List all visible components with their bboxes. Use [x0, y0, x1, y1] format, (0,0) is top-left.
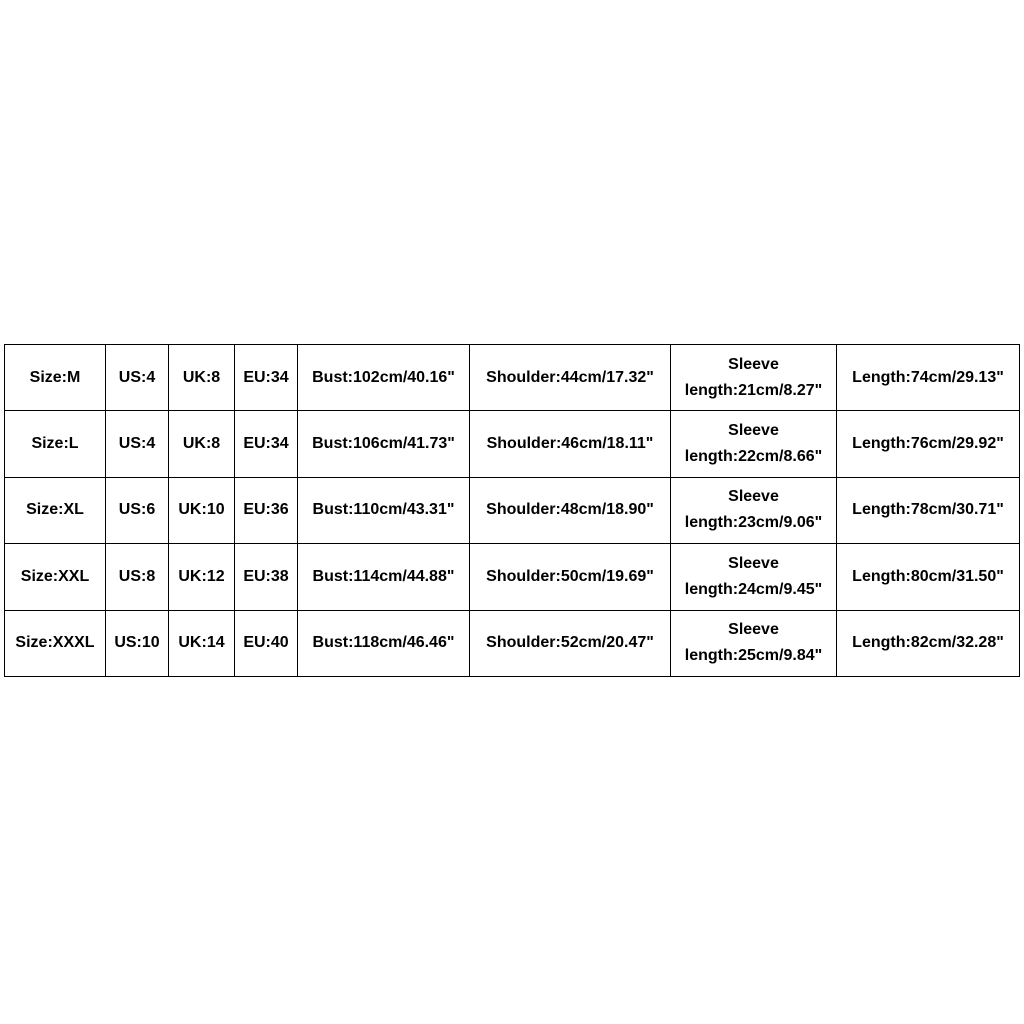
bust-cell: Bust:102cm/40.16" [298, 345, 470, 411]
sleeve-label: Sleeve [728, 621, 779, 639]
sleeve-length-cell [671, 477, 837, 543]
sleeve-length-value: length:24cm/9.45" [684, 580, 823, 598]
us-size-cell: US:10 [106, 610, 169, 676]
shoulder-cell: Shoulder:48cm/18.90" [470, 477, 671, 543]
sleeve-length-cell [671, 345, 837, 411]
size-cell: Size:XL [5, 477, 106, 543]
bust-cell: Bust:118cm/46.46" [298, 610, 470, 676]
length-cell: Length:74cm/29.13" [837, 345, 1020, 411]
size-cell: Size:M [5, 345, 106, 411]
bust-cell: Bust:106cm/41.73" [298, 411, 470, 477]
shoulder-cell: Shoulder:50cm/19.69" [470, 544, 671, 610]
uk-size-cell: UK:12 [169, 544, 235, 610]
table-row [5, 345, 1020, 411]
length-cell: Length:80cm/31.50" [837, 544, 1020, 610]
sleeve-length-value: length:21cm/8.27" [684, 381, 823, 399]
us-size-cell: US:6 [106, 477, 169, 543]
shoulder-cell: Shoulder:52cm/20.47" [470, 610, 671, 676]
shoulder-cell: Shoulder:44cm/17.32" [470, 345, 671, 411]
table-row [5, 544, 1020, 610]
uk-size-cell: UK:8 [169, 345, 235, 411]
sleeve-length-cell [671, 411, 837, 477]
uk-size-cell: UK:8 [169, 411, 235, 477]
bust-cell: Bust:110cm/43.31" [298, 477, 470, 543]
table-row [5, 610, 1020, 676]
eu-size-cell: EU:34 [235, 345, 298, 411]
length-cell: Length:76cm/29.92" [837, 411, 1020, 477]
eu-size-cell: EU:34 [235, 411, 298, 477]
sleeve-label: Sleeve [728, 488, 779, 506]
uk-size-cell: UK:14 [169, 610, 235, 676]
shoulder-cell: Shoulder:46cm/18.11" [470, 411, 671, 477]
eu-size-cell: EU:40 [235, 610, 298, 676]
sleeve-length-value: length:25cm/9.84" [684, 647, 823, 665]
sleeve-length-value: length:22cm/8.66" [684, 448, 823, 466]
size-cell: Size:XXXL [5, 610, 106, 676]
bust-cell: Bust:114cm/44.88" [298, 544, 470, 610]
size-cell: Size:L [5, 411, 106, 477]
size-cell: Size:XXL [5, 544, 106, 610]
uk-size-cell: UK:10 [169, 477, 235, 543]
length-cell: Length:78cm/30.71" [837, 477, 1020, 543]
sleeve-label: Sleeve [728, 554, 779, 572]
sleeve-label: Sleeve [728, 355, 779, 373]
size-chart-table [4, 344, 1020, 677]
us-size-cell: US:4 [106, 411, 169, 477]
eu-size-cell: EU:36 [235, 477, 298, 543]
table-row [5, 477, 1020, 543]
sleeve-label: Sleeve [728, 422, 779, 440]
sleeve-length-value: length:23cm/9.06" [684, 514, 823, 532]
sleeve-length-cell [671, 610, 837, 676]
table-row [5, 411, 1020, 477]
us-size-cell: US:4 [106, 345, 169, 411]
us-size-cell: US:8 [106, 544, 169, 610]
sleeve-length-cell [671, 544, 837, 610]
eu-size-cell: EU:38 [235, 544, 298, 610]
length-cell: Length:82cm/32.28" [837, 610, 1020, 676]
